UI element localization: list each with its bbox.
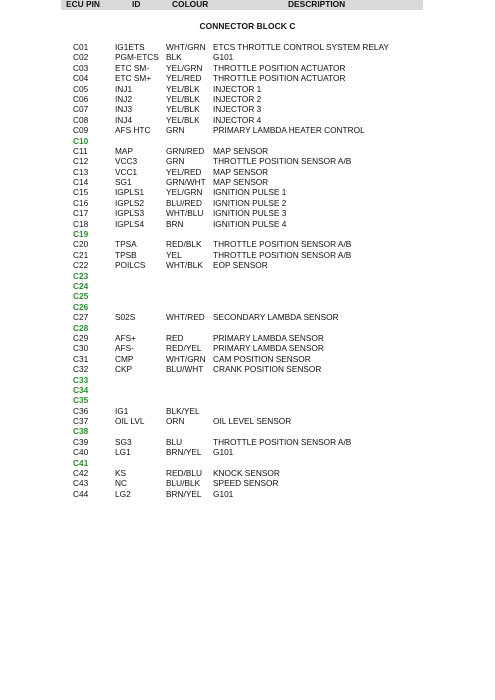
table-row	[0, 354, 495, 364]
header-id: ID	[132, 0, 141, 9]
id-cell: PGM-ETCS	[115, 52, 159, 63]
pin-cell: C11	[73, 145, 88, 156]
table-row	[0, 250, 495, 260]
table-row	[0, 73, 495, 83]
colour-cell: YEL/RED	[166, 166, 202, 177]
colour-cell: YEL/GRN	[166, 62, 203, 73]
colour-cell: YEL/BLK	[166, 83, 200, 94]
id-cell: AFS+	[115, 332, 136, 343]
connector-block-title: CONNECTOR BLOCK C	[199, 21, 296, 31]
id-cell: SG3	[115, 436, 132, 447]
description-cell: KNOCK SENSOR	[213, 468, 280, 479]
pin-cell: C09	[73, 125, 89, 136]
colour-cell: ORN	[166, 416, 185, 427]
pin-cell: C37	[73, 416, 89, 427]
id-cell: LG2	[115, 488, 131, 499]
pin-cell: C06	[73, 93, 89, 104]
pin-cell: C30	[73, 343, 89, 354]
table-row	[0, 395, 495, 405]
pin-cell: C24	[73, 280, 89, 291]
pin-cell: C23	[73, 270, 89, 281]
pin-cell: C07	[73, 104, 89, 115]
table-row	[0, 291, 495, 301]
description-cell: SECONDARY LAMBDA SENSOR	[213, 312, 339, 323]
description-cell: G101	[213, 447, 234, 458]
id-cell: LG1	[115, 447, 131, 458]
table-row	[0, 333, 495, 343]
pin-cell: C01	[73, 42, 89, 52]
description-cell: PRIMARY LAMBDA HEATER CONTROL	[213, 125, 365, 136]
header-ecu-pin: ECU PIN	[66, 0, 100, 9]
id-cell: SG1	[115, 177, 132, 188]
description-cell: EOP SENSOR	[213, 260, 268, 271]
table-row	[0, 406, 495, 416]
table-row	[0, 416, 495, 426]
pin-cell: C14	[73, 177, 89, 188]
pin-cell: C38	[73, 426, 89, 437]
id-cell: IGPLS1	[115, 187, 145, 198]
colour-cell: WHT/GRN	[166, 353, 206, 364]
id-cell: ETC SM+	[115, 73, 152, 84]
colour-cell: YEL/BLK	[166, 93, 200, 104]
description-cell: G101	[213, 488, 234, 499]
colour-cell: BRN/YEL	[166, 447, 202, 458]
id-cell: TPSA	[115, 239, 137, 250]
id-cell: IG1	[115, 405, 129, 416]
colour-cell: GRN	[166, 125, 185, 136]
pin-cell: C36	[73, 405, 89, 416]
pin-cell: C04	[73, 73, 89, 84]
id-cell: IGPLS4	[115, 218, 145, 229]
colour-cell: GRN/RED	[166, 145, 205, 156]
table-row	[0, 219, 495, 229]
id-cell: INJ4	[115, 114, 133, 125]
pin-cell: C16	[73, 197, 89, 208]
pin-cell: C32	[73, 364, 89, 375]
pin-table	[0, 42, 495, 499]
pin-cell: C02	[73, 52, 89, 63]
id-cell: CKP	[115, 364, 133, 375]
description-cell: INJECTOR 4	[213, 114, 262, 125]
table-row	[0, 437, 495, 447]
colour-cell: YEL/GRN	[166, 187, 203, 198]
table-row	[0, 42, 495, 52]
description-cell: OIL LEVEL SENSOR	[213, 416, 292, 427]
pin-cell: C35	[73, 395, 89, 406]
pin-cell: C44	[73, 488, 89, 499]
description-cell: MAP SENSOR	[213, 166, 269, 177]
table-row	[0, 375, 495, 385]
pin-cell: C31	[73, 353, 89, 364]
description-cell: ETCS THROTTLE CONTROL SYSTEM RELAY	[213, 42, 389, 52]
id-cell: S02S	[115, 312, 136, 323]
table-row	[0, 198, 495, 208]
description-cell: IGNITION PULSE 1	[213, 187, 287, 198]
colour-cell: GRN/WHT	[166, 177, 206, 188]
table-row	[0, 84, 495, 94]
colour-cell: YEL/RED	[166, 73, 202, 84]
table-row	[0, 426, 495, 436]
colour-cell: BRN	[166, 218, 184, 229]
table-row	[0, 104, 495, 114]
colour-cell: BLU	[166, 436, 183, 447]
table-row	[0, 63, 495, 73]
id-cell: CMP	[115, 353, 134, 364]
id-cell: POILCS	[115, 260, 146, 271]
colour-cell: RED/BLK	[166, 239, 202, 250]
id-cell: ETC SM-	[115, 62, 150, 73]
pin-cell: C18	[73, 218, 89, 229]
description-cell: IGNITION PULSE 4	[213, 218, 287, 229]
table-row	[0, 364, 495, 374]
pin-cell: C41	[73, 457, 89, 468]
colour-cell: BLU/BLK	[166, 478, 201, 489]
pin-cell: C17	[73, 208, 89, 219]
table-row	[0, 271, 495, 281]
table-row	[0, 146, 495, 156]
description-cell: INJECTOR 3	[213, 104, 262, 115]
pin-cell: C10	[73, 135, 89, 146]
pin-cell: C19	[73, 229, 89, 240]
id-cell: TPSB	[115, 249, 137, 260]
colour-cell: RED/YEL	[166, 343, 202, 354]
table-row	[0, 281, 495, 291]
pin-cell: C03	[73, 62, 89, 73]
id-cell: IGPLS2	[115, 197, 145, 208]
description-cell: THROTTLE POSITION SENSOR A/B	[213, 436, 352, 447]
table-row	[0, 343, 495, 353]
id-cell: INJ1	[115, 83, 133, 94]
pin-cell: C33	[73, 374, 89, 385]
id-cell: AFS-	[115, 343, 134, 354]
pin-cell: C34	[73, 384, 89, 395]
pin-cell: C05	[73, 83, 89, 94]
colour-cell: WHT/BLU	[166, 208, 204, 219]
id-cell: AFS HTC	[115, 125, 151, 136]
colour-cell: GRN	[166, 156, 185, 167]
id-cell: VCC3	[115, 156, 138, 167]
table-row	[0, 125, 495, 135]
description-cell: CRANK POSITION SENSOR	[213, 364, 322, 375]
description-cell: IGNITION PULSE 2	[213, 197, 287, 208]
colour-cell: BLK	[166, 52, 182, 63]
description-cell: PRIMARY LAMBDA SENSOR	[213, 343, 324, 354]
table-row	[0, 302, 495, 312]
table-row	[0, 239, 495, 249]
id-cell: IGPLS3	[115, 208, 145, 219]
header-colour: COLOUR	[172, 0, 209, 9]
colour-cell: YEL	[166, 249, 182, 260]
id-cell: VCC1	[115, 166, 138, 177]
colour-cell: WHT/BLK	[166, 260, 203, 271]
table-header	[61, 0, 423, 10]
description-cell: PRIMARY LAMBDA SENSOR	[213, 332, 324, 343]
table-row	[0, 167, 495, 177]
colour-cell: WHT/RED	[166, 312, 205, 323]
description-cell: THROTTLE POSITION SENSOR A/B	[213, 156, 352, 167]
table-row	[0, 468, 495, 478]
id-cell: INJ3	[115, 104, 133, 115]
description-cell: THROTTLE POSITION ACTUATOR	[213, 73, 346, 84]
table-row	[0, 156, 495, 166]
description-cell: G101	[213, 52, 234, 63]
description-cell: INJECTOR 2	[213, 93, 262, 104]
table-row	[0, 115, 495, 125]
pin-cell: C21	[73, 249, 89, 260]
pin-cell: C28	[73, 322, 89, 333]
table-row	[0, 312, 495, 322]
pin-cell: C22	[73, 260, 89, 271]
pin-cell: C40	[73, 447, 89, 458]
table-row	[0, 323, 495, 333]
table-row	[0, 489, 495, 499]
table-row	[0, 478, 495, 488]
description-cell: THROTTLE POSITION SENSOR A/B	[213, 239, 352, 250]
description-cell: MAP SENSOR	[213, 145, 269, 156]
id-cell: IG1ETS	[115, 42, 145, 52]
header-description: DESCRIPTION	[288, 0, 346, 9]
id-cell: OIL LVL	[115, 416, 145, 427]
colour-cell: YEL/BLK	[166, 114, 200, 125]
description-cell: INJECTOR 1	[213, 83, 262, 94]
pin-cell: C20	[73, 239, 89, 250]
pin-cell: C26	[73, 301, 89, 312]
pin-cell: C12	[73, 156, 89, 167]
colour-cell: YEL/BLK	[166, 104, 200, 115]
pin-cell: C25	[73, 291, 89, 302]
description-cell: SPEED SENSOR	[213, 478, 279, 489]
table-row	[0, 385, 495, 395]
description-cell: THROTTLE POSITION ACTUATOR	[213, 62, 346, 73]
table-row	[0, 52, 495, 62]
colour-cell: RED	[166, 332, 184, 343]
colour-cell: BLU/RED	[166, 197, 202, 208]
pin-cell: C27	[73, 312, 89, 323]
table-row	[0, 136, 495, 146]
table-row	[0, 94, 495, 104]
pin-cell: C43	[73, 478, 89, 489]
pin-cell: C39	[73, 436, 89, 447]
description-cell: THROTTLE POSITION SENSOR A/B	[213, 249, 352, 260]
colour-cell: RED/BLU	[166, 468, 202, 479]
colour-cell: WHT/GRN	[166, 42, 206, 52]
table-row	[0, 177, 495, 187]
table-row	[0, 208, 495, 218]
table-row	[0, 229, 495, 239]
table-row	[0, 260, 495, 270]
pin-cell: C15	[73, 187, 89, 198]
table-row	[0, 458, 495, 468]
colour-cell: BLK/YEL	[166, 405, 200, 416]
id-cell: NC	[115, 478, 127, 489]
table-row	[0, 447, 495, 457]
pin-cell: C13	[73, 166, 89, 177]
description-cell: MAP SENSOR	[213, 177, 269, 188]
id-cell: INJ2	[115, 93, 133, 104]
pin-cell: C42	[73, 468, 89, 479]
pin-cell: C29	[73, 332, 89, 343]
id-cell: MAP	[115, 145, 133, 156]
description-cell: CAM POSITION SENSOR	[213, 353, 311, 364]
pin-cell: C08	[73, 114, 89, 125]
table-row	[0, 187, 495, 197]
colour-cell: BLU/WHT	[166, 364, 204, 375]
id-cell: KS	[115, 468, 127, 479]
colour-cell: BRN/YEL	[166, 488, 202, 499]
description-cell: IGNITION PULSE 3	[213, 208, 287, 219]
